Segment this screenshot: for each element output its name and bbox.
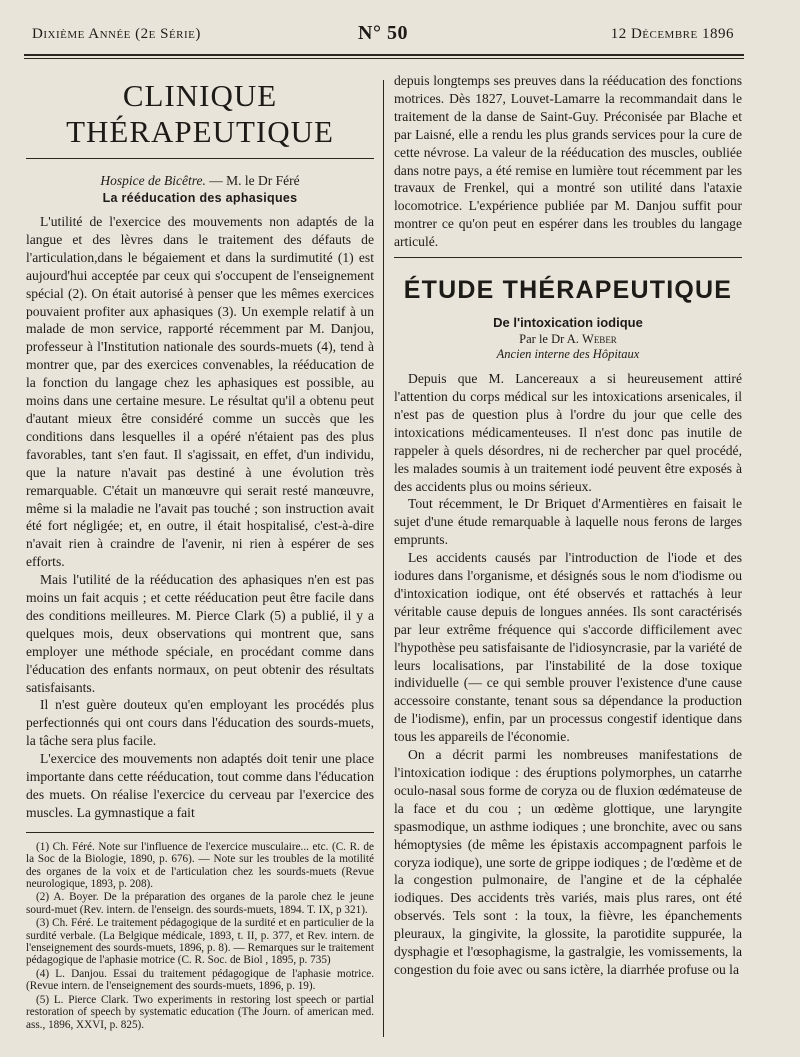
header-rule [24, 54, 744, 56]
paragraph: Il n'est guère douteux qu'en employant les procédés plus perfectionnés qui ont cours dans l'éducation des sourds-muets, la tâche sera plus facile. [26, 697, 374, 749]
byline-author: — M. le Dr Féré [209, 173, 300, 188]
paragraph: Depuis que M. Lancereaux a si heureusement attiré l'attention du corps médical sur les intoxications arsenicales, il n'est pas de question plus à l'ordre du jour que celle des intoxications médicamenteuses. Il n'est donc pas inutile de rappeler à quels désordres, ni de rechercher par quel procédé, les malades soumis à un traitement iodé peuvent être exposés à des accidents plus ou moins sérieux. [394, 371, 742, 494]
article-byline [26, 173, 374, 189]
author-affiliation: Ancien interne des Hôpitaux [496, 347, 640, 362]
paragraph: L'exercice des mouvements non adaptés doit tenir une place importante dans cette rééducation, tout comme dans l'éducation des muets. On réalise l'exercice du cerveau par l'exercice des muscles. La gymnastique a fait [26, 751, 374, 820]
paragraph: On a décrit parmi les nombreuses manifestations de l'intoxication iodique : des éruptions polymorphes, un catarrhe oculo-nasal sous forme de coryza ou de fluxion œdémateuse de la face et du cou ; un œdème glottique, une laryngite spasmodique, un asthme iodiques ; une bronchite, avec ou sans hémoptysies (de même les épistaxis accompagnent parfois le coryza iodique), une sorte de grippe iodiques ; de l'œdème et de la congestion pulmonaire, de l'angine et de la céphalée iodiques. Des accidents très variés, mais plus rares, ont été observés. Tels sont : la toux, la fièvre, les épanchements pleuraux, la gingivite, la glossite, la parotidite suppurée, la dysphagie et l'œsophagisme, la gastralgie, les vomissements, la congestion du foie avec ou sans ictère, la diarrhée profuse ou la [394, 747, 742, 977]
header-volume: Dixième Année (2e Série) [32, 26, 201, 42]
article-subtitle: De l'intoxication iodique [493, 315, 643, 331]
column-divider [383, 80, 384, 1037]
footnotes [26, 841, 374, 1031]
footnote-rule [26, 832, 374, 833]
paragraph-continued: depuis longtemps ses preuves dans la rééducation des fonctions motrices. Dès 1827, Louvet-Lamarre la recommandait dans le traitement de la danse de Saint-Guy. Préconisée par Blache et par Laisné, elle a rendu les plus grands services pour la cure de cette névrose. La valeur de la rééducation des muscles, oubliée dans notre pays, a été remise en lumière tout récemment par les travaux de Frenkel, qui a montré son utilité dans l'ataxie locomotrice. L'expérience publiée par M. Danjou suffit pour montrer ce qu'on peut en espérer dans les troubles du langage articulé. [394, 73, 742, 250]
left-column [26, 72, 374, 1032]
header-date: 12 Décembre 1896 [610, 26, 734, 42]
byline-author: Weber [582, 332, 617, 347]
section-rule [394, 257, 742, 258]
running-header [32, 22, 734, 44]
paragraph: L'utilité de l'exercice des mouvements non adaptés de la langue et des lèvres dans le traitement des défauts de l'articulation,dans le bégaiement et dans la surdimutité (1) est aujourd'hui acceptée par ceux qui s'occupent de l'enseignement spécial (2). On était autorisé à penser que les mêmes exercices pouvaient profiter aux aphasiques (3). Un exemple relatif à un malade de mon service, rapporté récemment par M. Danjou, professeur à l'Institution nationale des sourds-muets (4), tend à montrer que, par des exercices convenables, la rééducation de la fonction du langage chez les aphasiques est possible, au moins dans une certaine mesure. Le résultat qu'il a obtenu peut d'autant mieux être considéré comme un succès que les conditions dans lesquelles il a opéré n'étaient pas des plus favorables, tant s'en faut. Il s'agissait, en effet, d'un individu, que la nature n'avait pas destiné à une évolution très remarquable. C'était un manœuvre qui serait resté manœuvre, même si la maladie ne l'avait pas touché ; son instruction avait été fort négligée; et, en outre, il était hospitalisé, c'est-à-dire n'avait rien à craindre de l'avenir, ni rien à espérer de ses efforts. [26, 214, 374, 570]
header-issue-number: N° 50 [358, 22, 408, 44]
paragraph: Tout récemment, le Dr Briquet d'Armentières en faisait le sujet d'une étude remarquable à laquelle nous ferons de larges emprunts. [394, 496, 742, 548]
section-title-etude: ÉTUDE THÉRAPEUTIQUE [403, 276, 733, 305]
title-rule [26, 158, 374, 159]
footnote: (4) L. Danjou. Essai du traitement pédagogique de l'aphasie motrice. (Revue intern. de l'enseignement des sourds-muets, 1896, p. 19). [26, 967, 374, 993]
byline-place: Hospice de Bicêtre. [100, 173, 206, 188]
section-title-clinique: CLINIQUE THÉRAPEUTIQUE [66, 78, 334, 149]
byline-prefix: Par le Dr A. [519, 332, 579, 347]
paragraph: Mais l'utilité de la rééducation des aphasiques n'en est pas moins un fait acquis ; et cette rééducation peut être facile dans des conditions meilleures. M. Pierce Clark (5) a publié, il y a quelques mois, deux observations qui montrent que, sans employer une méthode spéciale, en procédant comme dans l'éducation des enfants normaux, on peut obtenir des résultats satisfaisants. [26, 572, 374, 695]
paragraph: Les accidents causés par l'introduction de l'iode et des iodures dans l'organisme, et désignés sous le nom d'iodisme ou d'intoxication iodique, ont été observés et rattachés à leur véritable cause depuis de longues années. Ils sont caractérisés par leur extrême fréquence qui s'accorde difficilement avec l'hypothèse peu satisfaisante de l'idiosyncrasie, par la variété de leurs localisations, par l'instabilité de la dose toxique individuelle (— ce qui semble prouver l'existence d'une cause accessoire constante, tenant sous sa dépendance la production de l'iodisme), enfin, par un processus congestif identique dans tous les appareils de l'économie. [394, 550, 742, 745]
header-rule-thin [24, 58, 744, 59]
article-byline [394, 332, 742, 347]
footnote: (3) Ch. Féré. Le traitement pédagogique de la surdité et en particulier de la surdité verbale. (La Belgique médicale, 1893, t. II, p. 377, et Rev. intern. de l'enseignement des sourds-muets, 1896, p. 8). — Remarques sur le traitement pédagogique de l'aphasie motrice (C. R. Soc. de Biol , 1895, p. 735) [26, 917, 374, 967]
right-column [394, 72, 742, 979]
footnote: (5) L. Pierce Clark. Two experiments in restoring lost speech or partial restoration of speech by systematic education (The Journ. of american med. ass., 1896, XXVI, p. 825). [26, 993, 374, 1031]
footnote: (2) A. Boyer. De la préparation des organes de la parole chez le jeune sourd-muet (Rev. intern. de l'enseign. des sourds-muets, 1894. T. IX, p 321). [26, 891, 374, 916]
article-subtitle: La rééducation des aphasiques [102, 191, 298, 205]
footnote: (1) Ch. Féré. Note sur l'influence de l'exercice musculaire... etc. (C. R. de la Soc de la Biologie, 1890, p. 676). — Note sur les troubles de la motilité des organes de la voix et de l'articulation chez les sourds-muets (Revue neurologique, 1893, p. 208). [26, 840, 374, 891]
